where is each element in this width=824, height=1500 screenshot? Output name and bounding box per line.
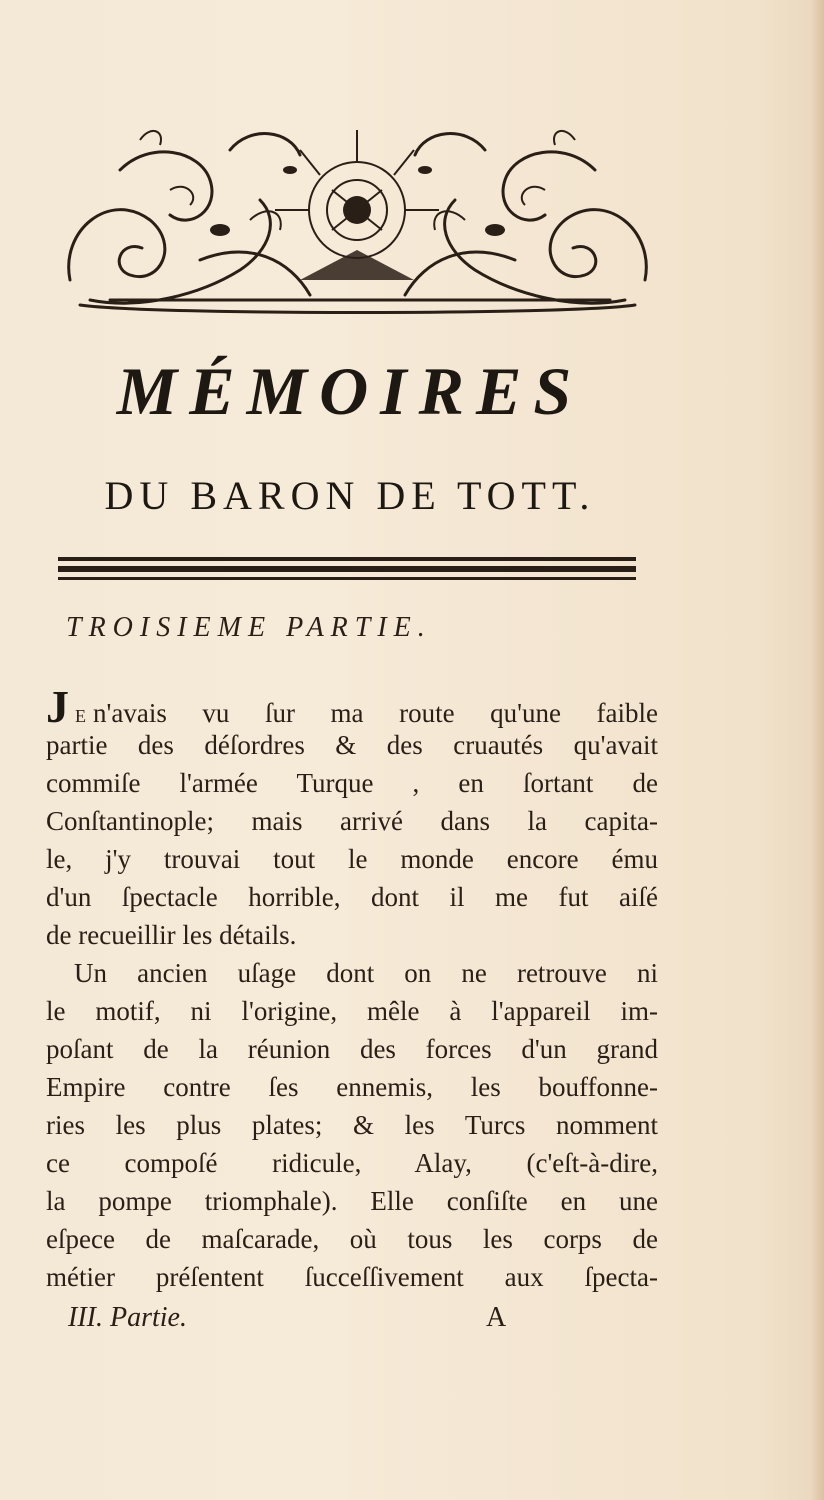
drop-cap-continuation: E [75, 706, 87, 726]
signature-mark: A [486, 1302, 507, 1333]
drop-cap: J [46, 681, 69, 732]
running-foot: III. Partie. [68, 1302, 187, 1333]
body-text [46, 681, 658, 1296]
double-rule-divider [58, 557, 636, 583]
text-line: la pompe triomphale). Elle conſiſte en une [46, 1186, 658, 1216]
text-line: commiſe l'armée Turque , en ſortant de [46, 768, 658, 798]
text-line [46, 681, 658, 732]
text-line: d'un ſpectacle horrible, dont il me fut aiſé [46, 882, 658, 912]
page-title: MÉMOIRES [116, 353, 584, 429]
text-line-content: n'avais vu ſur ma route qu'une faible [93, 698, 658, 728]
text-line: le motif, ni l'origine, mêle à l'appareil im- [46, 996, 658, 1026]
ornamental-headpiece-icon [50, 110, 665, 320]
text-line: partie des déſordres & des cruautés qu'avait [46, 730, 658, 760]
text-line: Empire contre ſes ennemis, les bouffonne- [46, 1072, 658, 1102]
text-line: eſpece de maſcarade, où tous les corps de [46, 1224, 658, 1254]
text-line: de recueillir les détails. [46, 920, 297, 950]
text-line: poſant de la réunion des forces d'un grand [46, 1034, 658, 1064]
page-footer [68, 1302, 628, 1342]
page-subtitle: DU BARON DE TOTT. [104, 473, 596, 518]
text-line: Conſtantinople; mais arrivé dans la capita- [46, 806, 658, 836]
text-line: Un ancien uſage dont on ne retrouve ni [74, 958, 658, 988]
text-line: ries les plus plates; & les Turcs nomment [46, 1110, 658, 1140]
part-heading: TROISIEME PARTIE. [66, 612, 432, 643]
text-line: ce compoſé ridicule, Alay, (c'eſt-à-dire, [46, 1148, 658, 1178]
text-line: métier préſentent ſucceſſivement aux ſpecta- [46, 1262, 658, 1292]
text-line: le, j'y trouvai tout le monde encore ému [46, 844, 658, 874]
page-edge-shadow [810, 0, 824, 1500]
